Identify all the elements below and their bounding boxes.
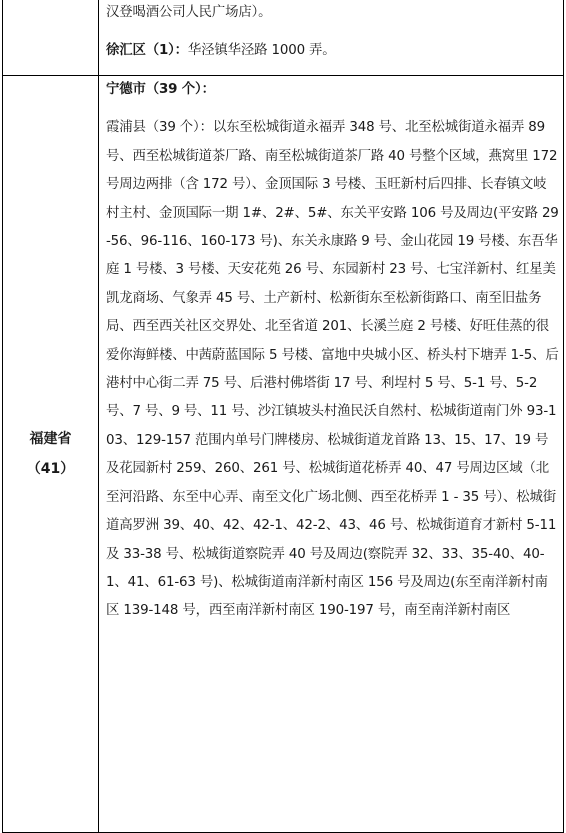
left-cell-empty: [3, 0, 99, 76]
right-cell-fujian: [99, 76, 564, 833]
district-entry: [106, 37, 559, 65]
county-text: 霞浦县（39 个）：以东至松城街道永福弄 348 号、北至松城街道永福弄 89 号、西至松城街道茶厂路、南至松城街道茶厂路 40 号整个区域，燕窝里 172 号周边两排（含 172 号）、金顶国际 3 号楼、玉旺新村后四排、长春镇文岐村主村、金顶国际一期 1#、2#、5#、东关平安路 106 号及周边(平安路 29-56、96-116、160-173 号)、东关永康路 9 号、金山花园 19 号楼、东吾华庭 1 号楼、3 号楼、天安花苑 26 号、东园新村 23 号、七宝洋新村、红星美凯龙商场、气象弄 45 号、土产新村、松新街东至松新街路口、南至旧盐务局、西至西关社区交界处、北至省道 201、长溪兰庭 2 号楼、好旺佳蒸的很爱你海鲜楼、中茜蔚蓝国际 5 号楼、富地中央城小区、桥头村下塘弄 1-5、后港村中心街二弄 75 号、后港村佛塔街 17 号、利埕村 5 号、5-1 号、5-2 号、7 号、9 号、11 号、沙江镇坡头村渔民沃自然村、松城街道南门外 93-103、129-157 范围内单号门牌楼房、松城街道龙首路 13、15、17、19 号及花园新村 259、260、261 号、松城街道花桥弄 40、47 号周边区域（北至河沿路、东至中心弄、南至文化广场北侧、西至花桥弄 1 - 35 号）、松城街道高罗洲 39、40、42、42-1、42-2、43、46 号、松城街道育才新村 5-11 及 33-38 号、松城街道察院弄 40 号及周边(察院弄 32、33、35-40、40-1、41、61-63 号)、松城街道南洋新村南区 156 号及周边(东至南洋新村南区 139-148 号，西至南洋新村南区 190-197 号，南至南洋新村南区: [106, 120, 559, 619]
continuation-text: 汉登喝酒公司人民广场店）。: [106, 5, 272, 20]
city-heading: 宁德市（39 个）：: [106, 82, 215, 97]
province-count: （41）: [26, 461, 75, 477]
content-table: [2, 0, 564, 833]
right-cell-shanghai: [99, 0, 564, 76]
province-name: 福建省: [29, 431, 72, 447]
table-row: [3, 76, 564, 833]
table-row: [3, 0, 564, 76]
district-text: 华泾镇华泾路 1000 弄。: [187, 43, 336, 59]
province-cell: [3, 76, 99, 833]
district-heading: 徐汇区（1）：: [106, 43, 188, 59]
